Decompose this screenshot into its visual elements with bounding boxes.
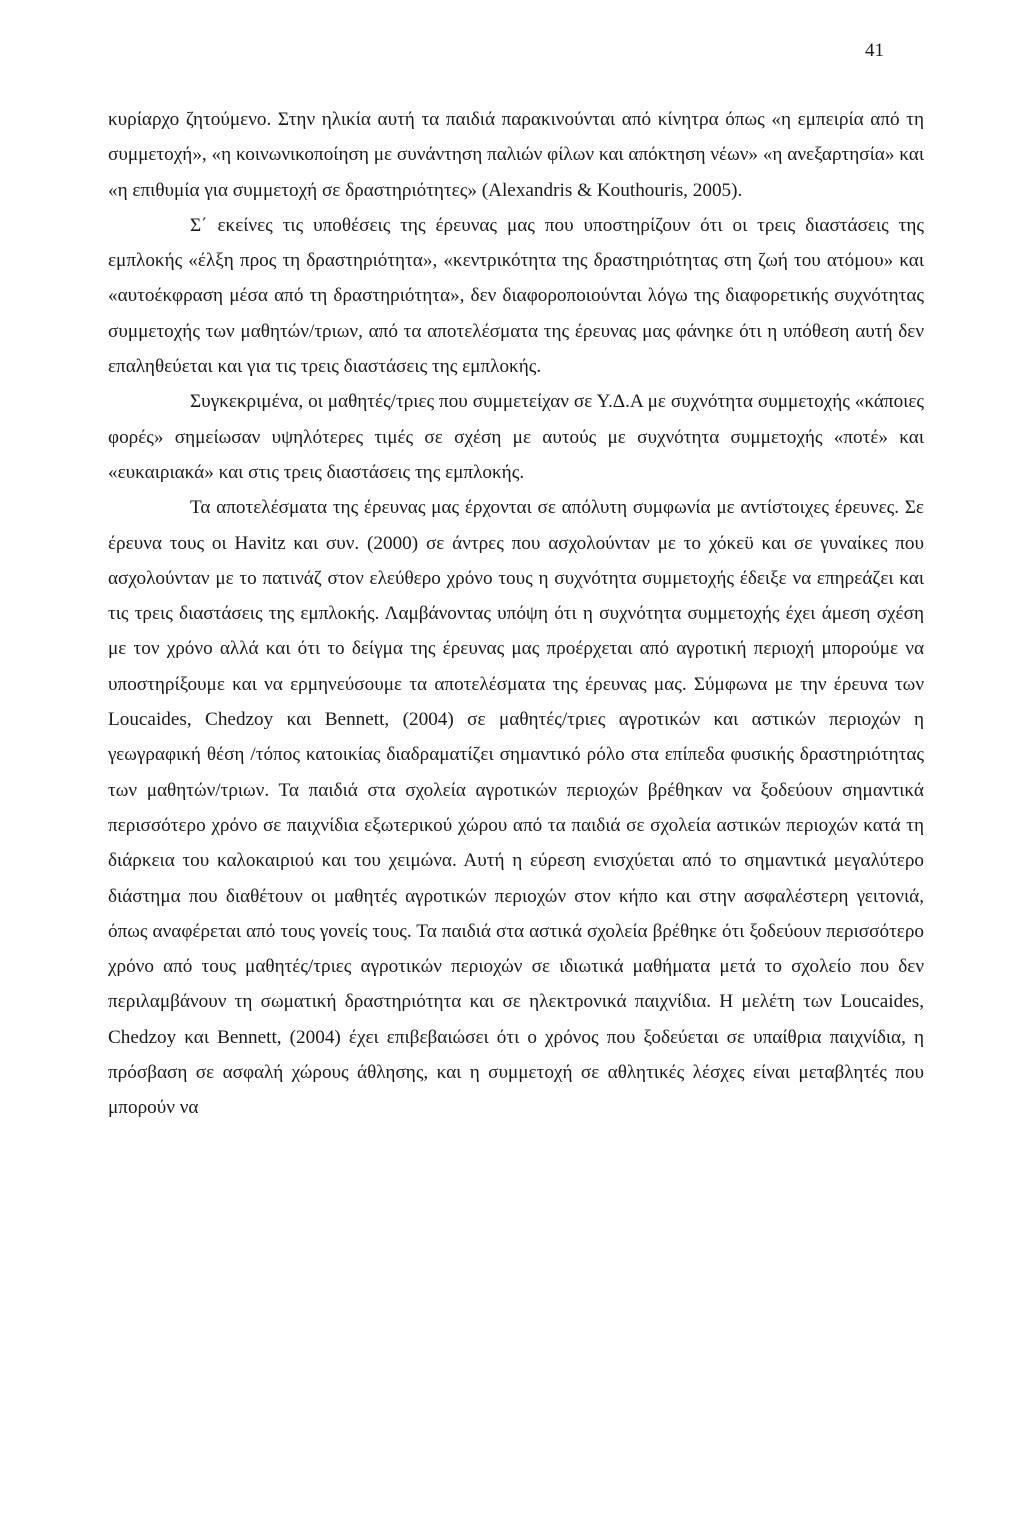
body-text: [108, 102, 924, 1126]
paragraph-results-agreement: Τα αποτελέσματα της έρευνας μας έρχονται σε απόλυτη συμφωνία με αντίστοιχες έρευνες. Σε έρευνα τους οι Havitz και συν. (2000) σε άντρες που ασχολούνταν με το χόκεϋ και σε γυναίκες που ασχολούνταν με το πατινάζ στον ελεύθερο χρόνο τους η συχνότητα συμμετοχής έδειξε να επηρεάζει και τις τρεις διαστάσεις της εμπλοκής. Λαμβάνοντας υπόψη ότι η συχνότητα συμμετοχής έχει άμεση σχέση με τον χρόνο αλλά και ότι το δείγμα της έρευνας μας προέρχεται από αγροτική περιοχή μπορούμε να υποστηρίξουμε και να ερμηνεύσουμε τα αποτελέσματα της έρευνας μας. Σύμφωνα με την έρευνα των Loucaides, Chedzoy και Bennett, (2004) σε μαθητές/τριες αγροτικών και αστικών περιοχών η γεωγραφική θέση /τόπος κατοικίας διαδραματίζει σημαντικό ρόλο στα επίπεδα φυσικής δραστηριότητας των μαθητών/τριων. Τα παιδιά στα σχολεία αγροτικών περιοχών βρέθηκαν να ξοδεύουν σημαντικά περισσότερο χρόνο σε παιχνίδια εξωτερικού χώρου από τα παιδιά σε σχολεία αστικών περιοχών κατά τη διάρκεια του καλοκαιριού και του χειμώνα. Αυτή η εύρεση ενισχύεται από το σημαντικά μεγαλύτερο διάστημα που διαθέτουν οι μαθητές αγροτικών περιοχών στον κήπο και στην ασφαλέστερη γειτονιά, όπως αναφέρεται από τους γονείς τους. Τα παιδιά στα αστικά σχολεία βρέθηκε ότι ξοδεύουν περισσότερο χρόνο από τους μαθητές/τριες αγροτικών περιοχών σε ιδιωτικά μαθήματα μετά το σχολείο που δεν περιλαμβάνουν τη σωματική δραστηριότητα και σε ηλεκτρονικά παιχνίδια. Η μελέτη των Loucaides, Chedzoy και Bennett, (2004) έχει επιβεβαιώσει ότι ο χρόνος που ξοδεύεται σε υπαίθρια παιχνίδια, η πρόσβαση σε ασφαλή χώρους άθλησης, και η συμμετοχή σε αθλητικές λέσχες είναι μεταβλητές που μπορούν να: [108, 497, 924, 1119]
paragraph-specifically: Συγκεκριμένα, οι μαθητές/τριες που συμμετείχαν σε Υ.Δ.Α με συχνότητα συμμετοχής «κάποιες φορές» σημείωσαν υψηλότερες τιμές σε σχέση με αυτούς με συχνότητα συμμετοχής «ποτέ» και «ευκαιριακά» και στις τρεις διαστάσεις της εμπλοκής.: [108, 391, 924, 483]
paragraph-continuation: κυρίαρχο ζητούμενο. Στην ηλικία αυτή τα παιδιά παρακινούνται από κίνητρα όπως «η εμπειρία από τη συμμετοχή», «η κοινωνικοποίηση με συνάντηση παλιών φίλων και απόκτηση νέων» «η ανεξαρτησία» και «η επιθυμία για συμμετοχή σε δραστηριότητες» (Alexandris & Kouthouris, 2005).: [108, 109, 924, 201]
paragraph-hypotheses: Σ΄ εκείνες τις υποθέσεις της έρευνας μας που υποστηρίζουν ότι οι τρεις διαστάσεις της εμπλοκής «έλξη προς τη δραστηριότητα», «κεντρικότητα της δραστηριότητας στη ζωή του ατόμου» και «αυτοέκφραση μέσα από τη δραστηριότητα», δεν διαφοροποιούνται λόγω της διαφορετικής συχνότητας συμμετοχής των μαθητών/τριων, από τα αποτελέσματα της έρευνας μας φάνηκε ότι η υπόθεση αυτή δεν επαληθεύεται και για τις τρεις διαστάσεις της εμπλοκής.: [108, 214, 924, 378]
page-number: 41: [865, 40, 884, 61]
